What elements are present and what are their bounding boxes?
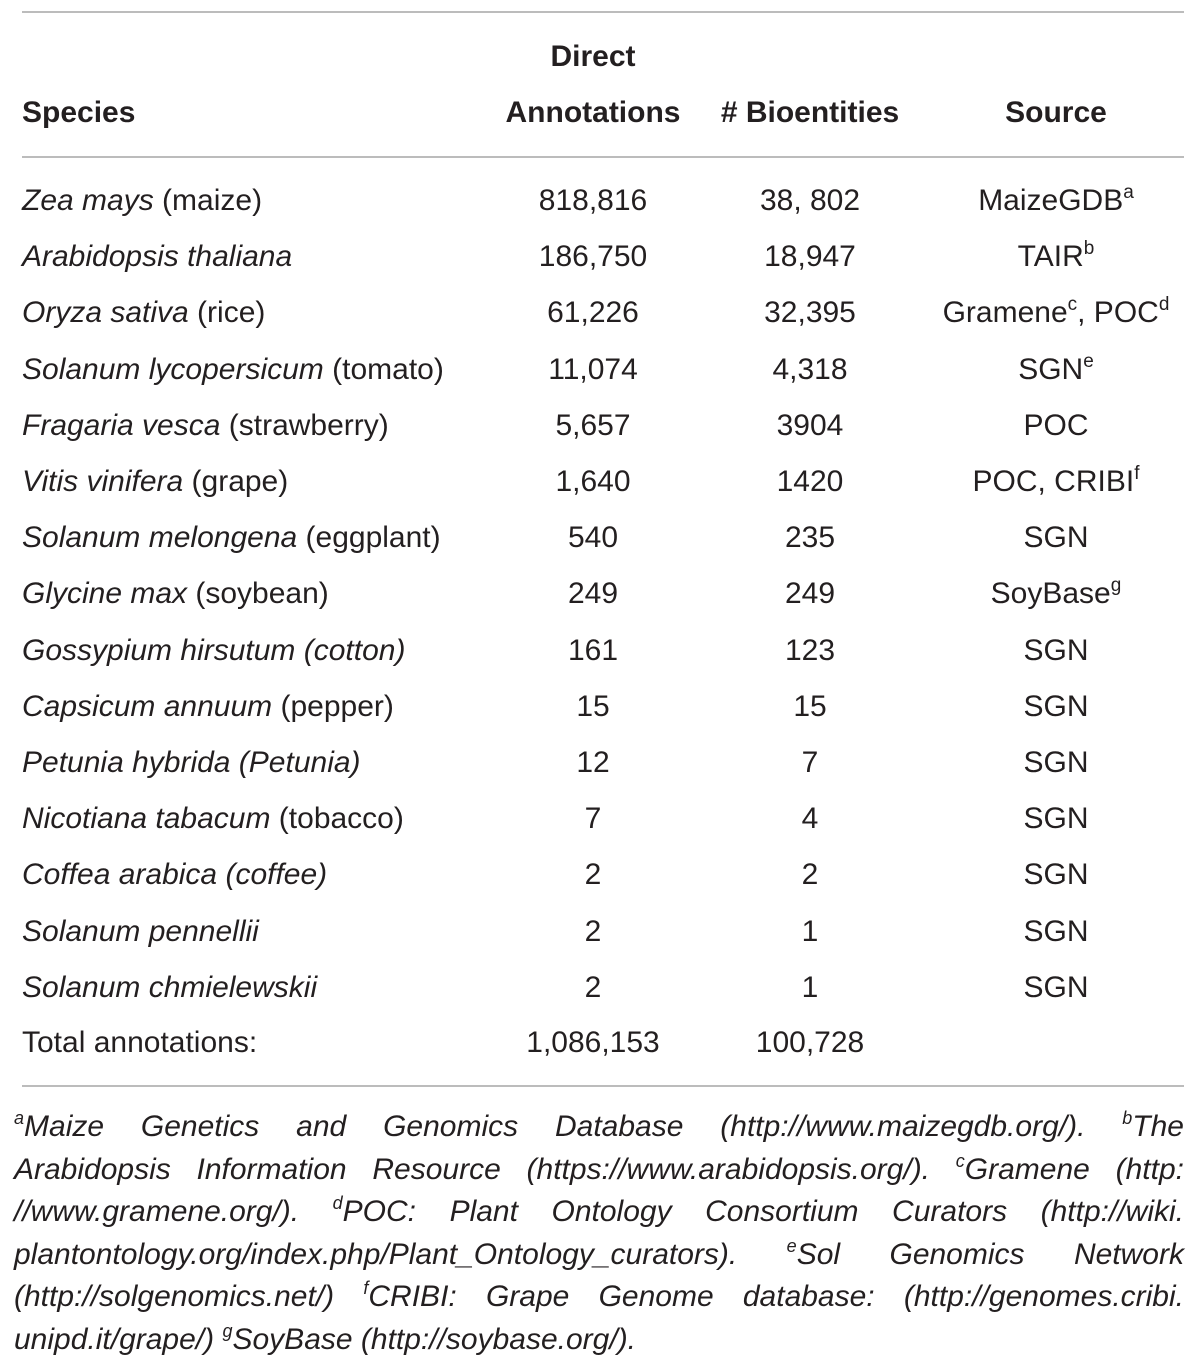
bioentities-cell: 3904: [776, 409, 844, 442]
total-direct: 1,086,153: [526, 1026, 660, 1059]
direct-annotations-cell: 2: [584, 971, 602, 1004]
species-cell: [22, 183, 262, 219]
species-common: (tomato): [323, 353, 444, 386]
source-text: TAIR: [1017, 240, 1084, 273]
species-cell: [22, 408, 389, 444]
species-cell: [22, 970, 317, 1006]
species-latin: Coffea arabica (coffee): [22, 858, 328, 891]
species-latin: Oryza sativa: [22, 296, 189, 329]
species-latin: Solanum lycopersicum: [22, 353, 324, 386]
bioentities-cell: 1420: [776, 465, 844, 498]
species-latin: Fragaria vesca: [22, 409, 221, 442]
bioentities-cell: 15: [793, 690, 827, 723]
direct-annotations-cell: 249: [567, 577, 619, 610]
species-common: (rice): [188, 296, 266, 329]
source-text: SGN: [1023, 521, 1089, 554]
species-cell: [22, 239, 292, 275]
source-text: , POC: [1077, 296, 1159, 329]
source-cell: [900, 295, 1200, 331]
species-latin: Gossypium hirsutum (cotton): [22, 634, 406, 667]
footnote-line: [14, 1149, 1184, 1192]
direct-annotations-cell: 12: [576, 746, 610, 779]
header-bioentities: # Bioentities: [720, 96, 900, 129]
footnote-text: SoyBase (http://soybase.org/).: [232, 1322, 637, 1356]
bioentities-cell: 2: [801, 858, 819, 891]
source-text: MaizeGDB: [978, 184, 1124, 217]
footnote-line: [14, 1191, 1184, 1234]
source-footnote-marker: g: [1110, 575, 1122, 596]
total-bioentities: 100,728: [755, 1026, 865, 1059]
species-latin: Capsicum annuum: [22, 690, 273, 723]
direct-annotations-cell: 2: [584, 915, 602, 948]
species-latin: Glycine max: [22, 577, 188, 610]
source-cell: [900, 970, 1200, 1006]
species-latin: Solanum pennellii: [22, 915, 259, 948]
footnote-marker: c: [955, 1150, 965, 1171]
footnote-text: Maize Genetics and Genomics Database (http://www.maizegdb.org/).: [24, 1110, 1123, 1143]
species-cell: [22, 520, 441, 556]
species-cell: [22, 914, 259, 950]
direct-annotations-cell: 5,657: [555, 409, 631, 442]
source-text: SGN: [1018, 353, 1084, 386]
source-text: SGN: [1023, 971, 1089, 1004]
source-cell: [900, 857, 1200, 893]
species-cell: [22, 633, 405, 669]
species-common: (tobacco): [270, 802, 404, 835]
footnote-marker: b: [1122, 1108, 1133, 1128]
bioentities-cell: 7: [801, 746, 819, 779]
footnote-line: [14, 1106, 1184, 1149]
bioentities-cell: 32,395: [764, 296, 856, 329]
species-common: (strawberry): [220, 409, 389, 442]
bottom-rule: [22, 1085, 1184, 1087]
species-cell: [22, 295, 265, 331]
header-source: Source: [1005, 96, 1107, 129]
footnote-marker: d: [332, 1193, 343, 1213]
direct-annotations-cell: 15: [576, 690, 610, 723]
bioentities-cell: 249: [784, 577, 836, 610]
direct-annotations-cell: 161: [567, 634, 619, 667]
footnote-marker: a: [14, 1108, 25, 1128]
source-cell: [900, 183, 1200, 219]
species-latin: Zea mays: [22, 184, 154, 217]
footnote-text: (http://solgenomics.net/): [14, 1280, 364, 1313]
species-common: (eggplant): [297, 521, 441, 554]
source-footnote-marker: b: [1083, 238, 1095, 259]
direct-annotations-cell: 1,640: [555, 465, 631, 498]
species-common: (maize): [153, 184, 263, 217]
source-cell: [900, 745, 1200, 781]
source-cell: [900, 520, 1200, 556]
footnote-text: Sol Genomics Network: [796, 1237, 1184, 1271]
source-text: SGN: [1023, 690, 1089, 723]
header-rule: [22, 156, 1184, 158]
footnote-marker: f: [363, 1278, 369, 1298]
footnote-text: plantontology.org/index.php/Plant_Ontology_curators).: [14, 1237, 787, 1271]
header-direct-line2: Annotations: [505, 96, 681, 129]
direct-annotations-cell: 186,750: [538, 240, 648, 273]
bioentities-cell: 235: [784, 521, 836, 554]
bioentities-cell: 123: [784, 634, 836, 667]
footnote-text: POC: Plant Ontology Consortium Curators (http://wiki.: [342, 1195, 1184, 1228]
source-cell: [900, 239, 1200, 275]
source-cell: [900, 408, 1200, 444]
direct-annotations-cell: 540: [567, 521, 619, 554]
footnotes: [14, 1106, 1184, 1361]
species-common: (grape): [183, 465, 289, 498]
source-footnote-marker: d: [1158, 294, 1170, 315]
source-text: SoyBase: [990, 577, 1111, 610]
source-text: POC, CRIBI: [972, 465, 1135, 498]
source-cell: [900, 689, 1200, 725]
direct-annotations-cell: 2: [584, 858, 602, 891]
bioentities-cell: 4,318: [772, 353, 848, 386]
direct-annotations-cell: 818,816: [538, 184, 648, 217]
species-latin: Arabidopsis thaliana: [22, 240, 293, 273]
source-footnote-marker: f: [1134, 463, 1140, 484]
footnote-marker: e: [786, 1235, 797, 1256]
top-rule: [22, 11, 1184, 13]
source-text: SGN: [1023, 802, 1089, 835]
footnote-text: Gramene (http:: [964, 1152, 1184, 1186]
species-latin: Nicotiana tabacum: [22, 802, 271, 835]
source-cell: [900, 914, 1200, 950]
footnote-text: The: [1132, 1110, 1184, 1143]
species-cell: [22, 689, 394, 725]
header-direct-line1: Direct: [550, 40, 636, 73]
source-text: SGN: [1023, 634, 1089, 667]
source-cell: [900, 801, 1200, 837]
species-cell: [22, 801, 404, 837]
species-latin: Solanum chmielewskii: [22, 971, 318, 1004]
footnote-marker: g: [222, 1320, 233, 1341]
bioentities-cell: 1: [801, 915, 819, 948]
header-species: Species: [22, 96, 136, 129]
source-cell: [900, 576, 1200, 612]
source-footnote-marker: e: [1083, 351, 1094, 372]
source-cell: [900, 633, 1200, 669]
bioentities-cell: 18,947: [764, 240, 856, 273]
source-text: SGN: [1023, 858, 1089, 891]
bioentities-cell: 4: [801, 802, 819, 835]
species-common: (pepper): [272, 690, 394, 723]
source-cell: [900, 464, 1200, 500]
footnote-text: Arabidopsis Information Resource (https://www.arabidopsis.org/).: [14, 1152, 956, 1186]
source-text: SGN: [1023, 915, 1089, 948]
species-cell: [22, 352, 444, 388]
species-latin: Petunia hybrida (Petunia): [22, 746, 361, 779]
species-common: (soybean): [187, 577, 329, 610]
bioentities-cell: 38, 802: [759, 184, 861, 217]
species-cell: [22, 745, 361, 781]
source-footnote-marker: a: [1123, 182, 1134, 203]
bioentities-cell: 1: [801, 971, 819, 1004]
footnote-text: CRIBI: Grape Genome database: (http://genomes.cribi.: [368, 1280, 1184, 1313]
source-text: SGN: [1023, 746, 1089, 779]
species-cell: [22, 464, 288, 500]
footnote-line: [14, 1276, 1184, 1319]
source-text: Gramene: [942, 296, 1068, 329]
direct-annotations-cell: 7: [584, 802, 602, 835]
species-cell: [22, 857, 327, 893]
direct-annotations-cell: 11,074: [548, 353, 638, 386]
direct-annotations-cell: 61,226: [547, 296, 639, 329]
source-cell: [900, 352, 1200, 388]
species-latin: Vitis vinifera: [22, 465, 184, 498]
footnote-text: unipd.it/grape/): [14, 1322, 223, 1356]
total-label: Total annotations:: [22, 1026, 258, 1059]
source-footnote-marker: c: [1067, 294, 1078, 315]
footnote-text: //www.gramene.org/).: [14, 1195, 333, 1228]
footnote-line: [14, 1319, 1184, 1362]
species-cell: [22, 576, 329, 612]
footnote-line: [14, 1234, 1184, 1277]
source-text: POC: [1023, 409, 1089, 442]
species-latin: Solanum melongena: [22, 521, 298, 554]
